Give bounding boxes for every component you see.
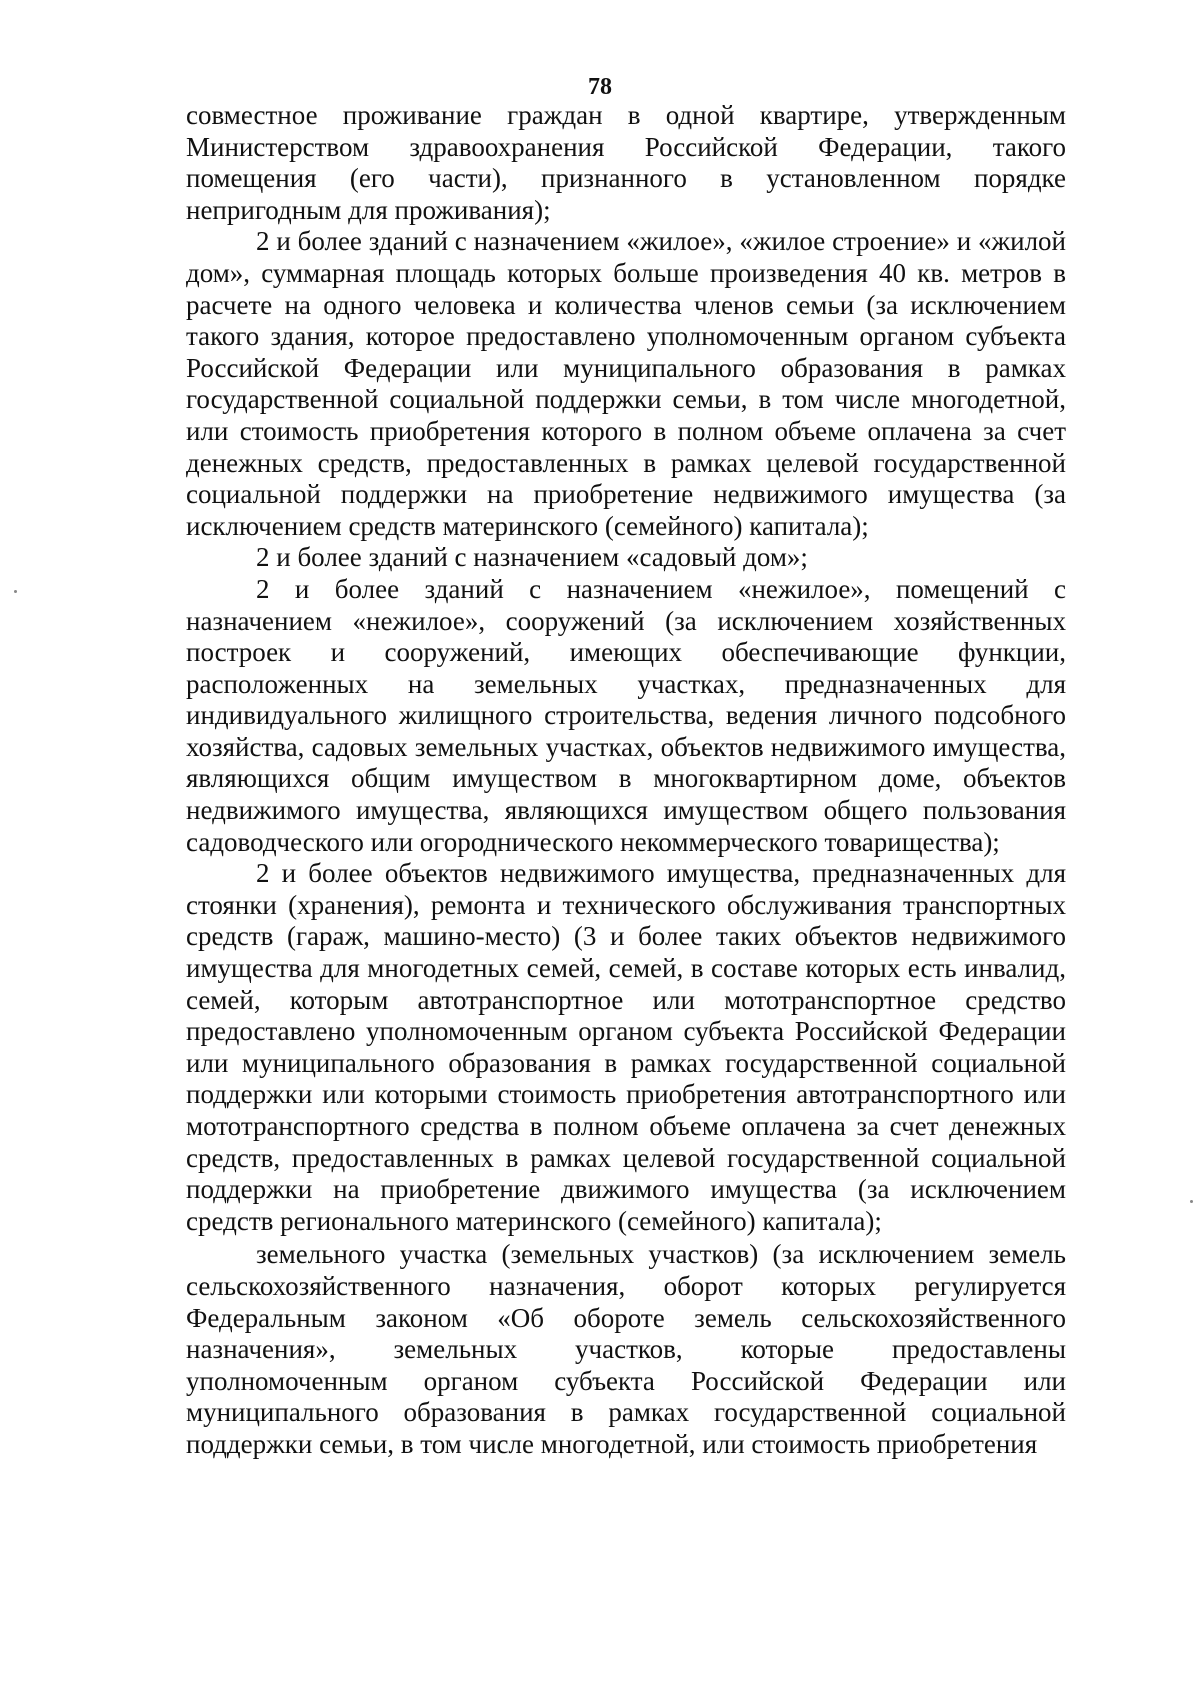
paragraph-continuation: совместное проживание граждан в одной квартире, утвержденным Министерством здравоохранения Российской Федерации, такого помещения (его части), признанного в установленном порядке непригодным для проживания); [186,100,1066,225]
paragraph-residential-buildings: 2 и более зданий с назначением «жилое», «жилое строение» и «жилой дом», суммарная площадь которых больше произведения 40 кв. метров в расчете на одного человека и количества членов семьи (за исключением такого здания, которое предоставлено уполномоченным органом субъекта Российской Федерации или муниципального образования в рамках государственной социальной поддержки семьи, в том числе многодетной, или стоимость приобретения которого в полном объеме оплачена за счет денежных средств, предоставленных в рамках целевой государственной социальной поддержки на приобретение недвижимого имущества (за исключением средств материнского (семейного) капитала); [186,226,1066,541]
paragraph-land-plots: земельного участка (земельных участков) (за исключением земель сельскохозяйственного назначения, оборот которых регулируется Федеральным законом «Об обороте земель сельскохозяйственного назначения», земельных участков, которые предоставлены уполномоченным органом субъекта Российской Федерации или муниципального образования в рамках государственной социальной поддержки семьи, в том числе многодетной, или стоимость приобретения [186,1239,1066,1459]
scan-artifact-dot [14,590,17,593]
paragraph-vehicle-storage: 2 и более объектов недвижимого имущества, предназначенных для стоянки (хранения), ремонта и технического обслуживания транспортных средств (гараж, машино-место) (3 и более таких объектов недвижимого имущества для многодетных семей, семей, в составе которых есть инвалид, семей, которым автотранспортное или мототранспортное средство предоставлено уполномоченным органом субъекта Российской Федерации или муниципального образования в рамках государственной социальной поддержки или которыми стоимость приобретения автотранспортного или мототранспортного средства в полном объеме оплачена за счет денежных средств, предоставленных в рамках целевой государственной социальной поддержки на приобретение движимого имущества (за исключением средств регионального материнского (семейного) капитала); [186,858,1066,1236]
scan-artifact-dot [1190,1200,1193,1203]
page-number: 78 [588,74,612,100]
document-body [186,100,1066,1461]
paragraph-non-residential: 2 и более зданий с назначением «нежилое», помещений с назначением «нежилое», сооружений (за исключением хозяйственных построек и сооружений, имеющих обеспечивающие функции, расположенных на земельных участках, предназначенных для индивидуального жилищного строительства, ведения личного подсобного хозяйства, садовых земельных участках, объектов недвижимого имущества, являющихся общим имуществом в многоквартирном доме, объектов недвижимого имущества, являющихся имуществом общего пользования садоводческого или огороднического некоммерческого товарищества); [186,573,1066,857]
paragraph-garden-houses: 2 и более зданий с назначением «садовый дом»; [256,542,808,573]
